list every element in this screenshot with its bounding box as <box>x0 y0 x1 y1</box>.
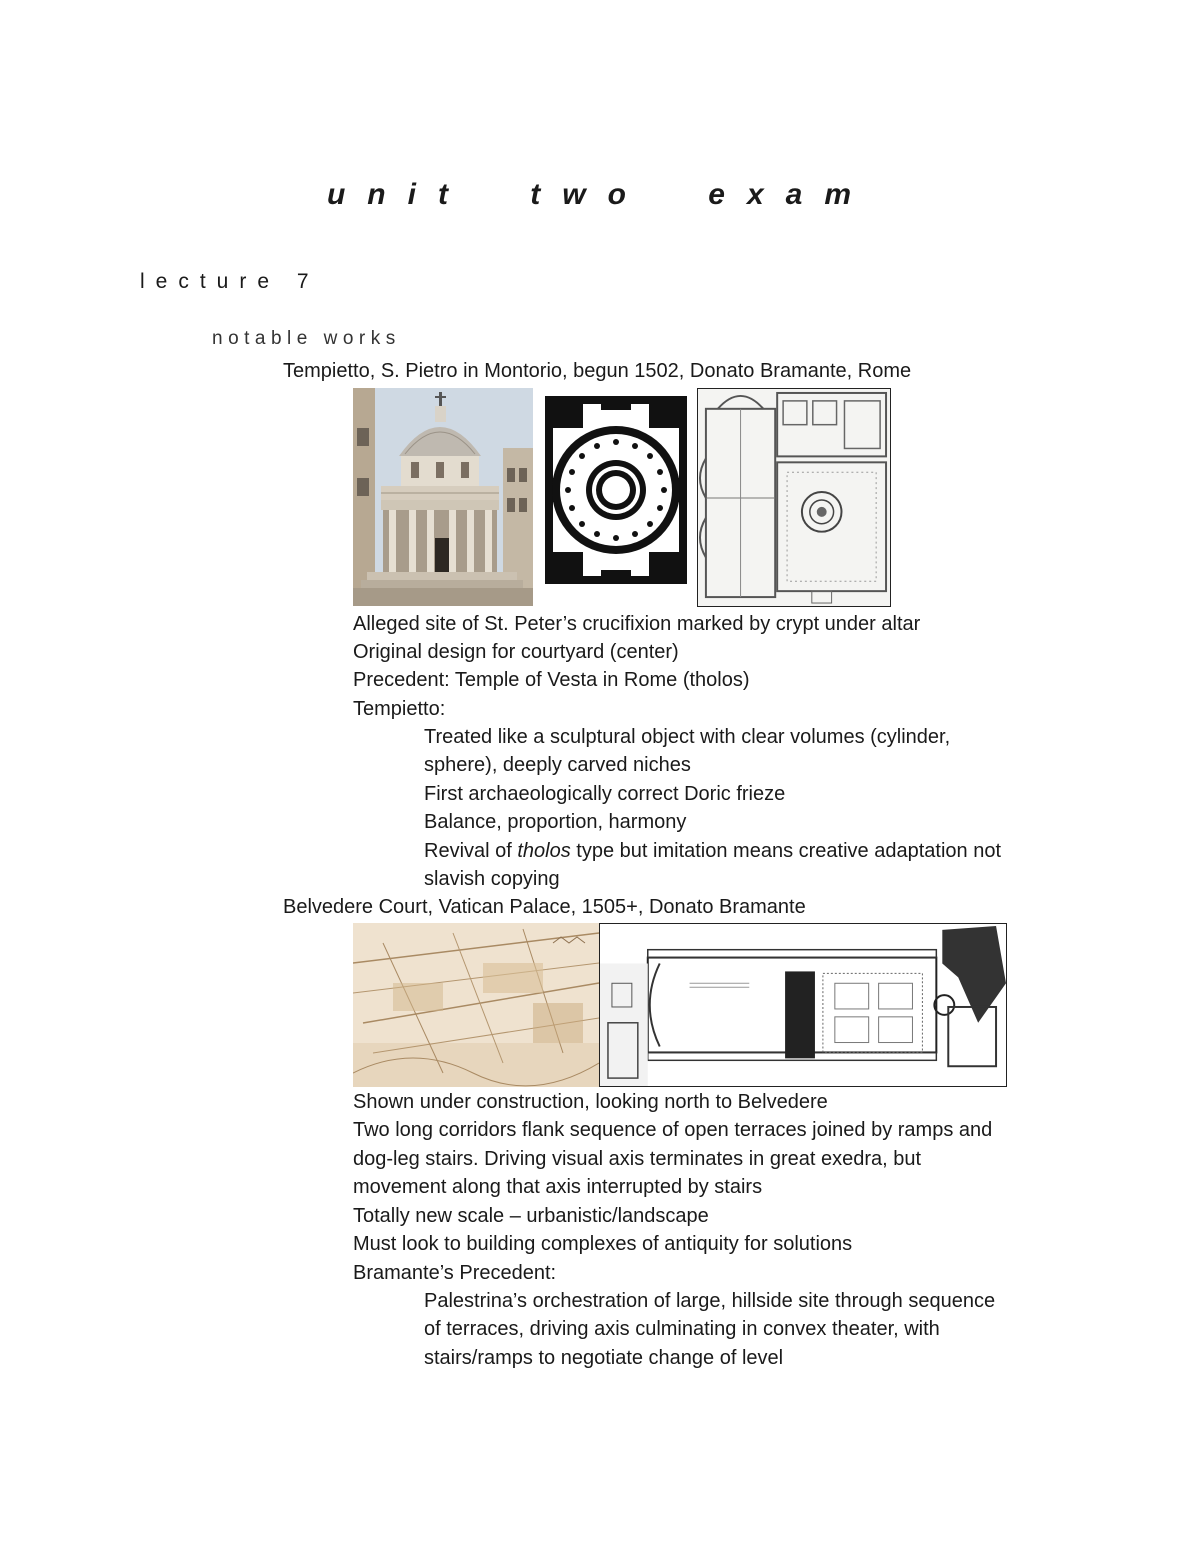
subnote-revival: Revival of tholos type but imitation means creative adaptation not <box>424 840 1002 862</box>
note-line: Precedent: Temple of Vesta in Rome (tholos) <box>353 669 750 691</box>
note-line: Totally new scale – urbanistic/landscape <box>353 1205 709 1227</box>
note-line: Alleged site of St. Peter’s crucifixion marked by crypt under altar <box>353 613 921 635</box>
belvedere-drawing <box>353 923 599 1087</box>
subnote-line: First archaeologically correct Doric frieze <box>424 783 786 805</box>
tempietto-plan <box>541 392 691 588</box>
subnote-line: Treated like a sculptural object with clear volumes (cylinder, <box>424 726 951 748</box>
note-line: Original design for courtyard (center) <box>353 641 679 663</box>
tholos-term: tholos <box>517 840 571 862</box>
courtyard-plan <box>697 388 891 607</box>
subnote-line: slavish copying <box>424 868 560 890</box>
note-line: Bramante’s Precedent: <box>353 1262 557 1284</box>
page-title: unit two exam <box>326 178 874 211</box>
lecture-heading: lecture 7 <box>140 270 320 293</box>
subnote-line: sphere), deeply carved niches <box>424 754 691 776</box>
subnote-line: stairs/ramps to negotiate change of level <box>424 1347 784 1369</box>
note-line: Tempietto: <box>353 698 446 720</box>
note-line: movement along that axis interrupted by stairs <box>353 1176 763 1198</box>
section-heading: notable works <box>212 328 401 349</box>
subnote-line: Balance, proportion, harmony <box>424 811 687 833</box>
belvedere-plan <box>599 923 1007 1087</box>
note-line: Two long corridors flank sequence of open terraces joined by ramps and <box>353 1119 993 1141</box>
tempietto-photo <box>353 388 533 606</box>
note-line: Must look to building complexes of antiquity for solutions <box>353 1233 853 1255</box>
note-line: Shown under construction, looking north to Belvedere <box>353 1091 828 1113</box>
subnote-line: Palestrina’s orchestration of large, hillside site through sequence <box>424 1290 996 1312</box>
subnote-line: of terraces, driving axis culminating in convex theater, with <box>424 1318 940 1340</box>
work-heading-tempietto: Tempietto, S. Pietro in Montorio, begun 1502, Donato Bramante, Rome <box>283 360 912 382</box>
work-heading-belvedere: Belvedere Court, Vatican Palace, 1505+, Donato Bramante <box>283 896 806 918</box>
note-line: dog-leg stairs. Driving visual axis terminates in great exedra, but <box>353 1148 922 1170</box>
